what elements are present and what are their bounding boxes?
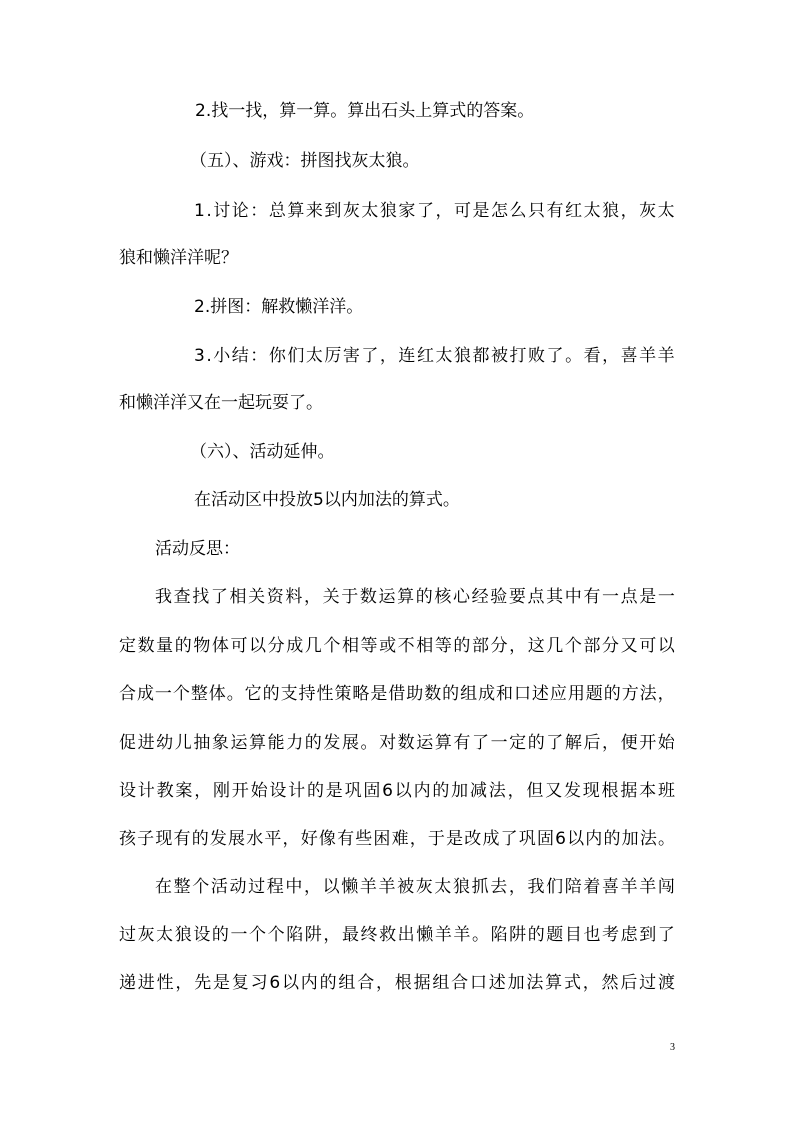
page-number: 3 [670, 1042, 675, 1053]
text-line-18: 过 灰 太 狼 设 的 一 个 个 陷 阱 ， 最 终 救 出 懒 羊 羊 。 陷 阱 的 题 目 也 考 虑 到 了 [119, 925, 675, 945]
text-line-14: 促 进 幼 儿 抽 象 运 算 能 力 的 发 展 。 对 数 运 算 有 了 一 定 的 了 解 后 ， 便 开 始 [119, 733, 675, 753]
text-line-3: 1 . 讨 论 ： 总 算 来 到 灰 太 狼 家 了 ， 可 是 怎 么 只 有 红 太 狼 ， 灰 太 [194, 201, 675, 221]
text-line-8: （六）、活动延伸。 [190, 442, 335, 462]
text-line-13: 合 成 一 个 整 体 。 它 的 支 持 性 策 略 是 借 助 数 的 组 成 和 口 述 应 用 题 的 方 法 ， [119, 684, 675, 704]
text-line-9: 在活动区中投放5以内加法的算式。 [194, 490, 460, 510]
text-line-1: 2.找一找，算一算。算出石头上算式的答案。 [195, 101, 535, 121]
text-line-12: 定 数 量 的 物 体 可 以 分 成 几 个 相 等 或 不 相 等 的 部 分 ， 这 几 个 部 分 又 可 以 [119, 636, 675, 656]
text-line-5: 2.拼图：解救懒洋洋。 [194, 297, 364, 317]
text-line-19: 递 进 性 ， 先 是 复 习 6 以 内 的 组 合 ， 根 据 组 合 口 述 加 法 算 式 ， 然 后 过 渡 [119, 973, 675, 993]
text-line-15: 设 计 教 案 ， 刚 开 始 设 计 的 是 巩 固 6 以 内 的 加 减 法 ， 但 又 发 现 根 据 本 班 [119, 781, 675, 801]
text-line-4: 狼和懒洋洋呢？ [119, 248, 238, 268]
text-line-7: 和懒洋洋又在一起玩耍了。 [119, 393, 323, 413]
text-line-11: 我 查 找 了 相 关 资 料 ， 关 于 数 运 算 的 核 心 经 验 要 点 其 中 有 一 点 是 一 [155, 587, 675, 607]
text-line-16: 孩 子 现 有 的 发 展 水 平 ， 好 像 有 些 困 难 ， 于 是 改 成 了 巩 固 6 以 内 的 加 法 。 [119, 829, 675, 849]
text-line-6: 3 . 小 结 ： 你 们 太 厉 害 了 ， 连 红 太 狼 都 被 打 败 了 。 看 ， 喜 羊 羊 [194, 346, 675, 366]
text-line-17: 在 整 个 活 动 过 程 中 ， 以 懒 羊 羊 被 灰 太 狼 抓 去 ， 我 们 陪 着 喜 羊 羊 闯 [155, 877, 675, 897]
text-line-10: 活动反思： [155, 539, 240, 559]
text-line-2: （五）、游戏：拼图找灰太狼。 [190, 151, 420, 171]
